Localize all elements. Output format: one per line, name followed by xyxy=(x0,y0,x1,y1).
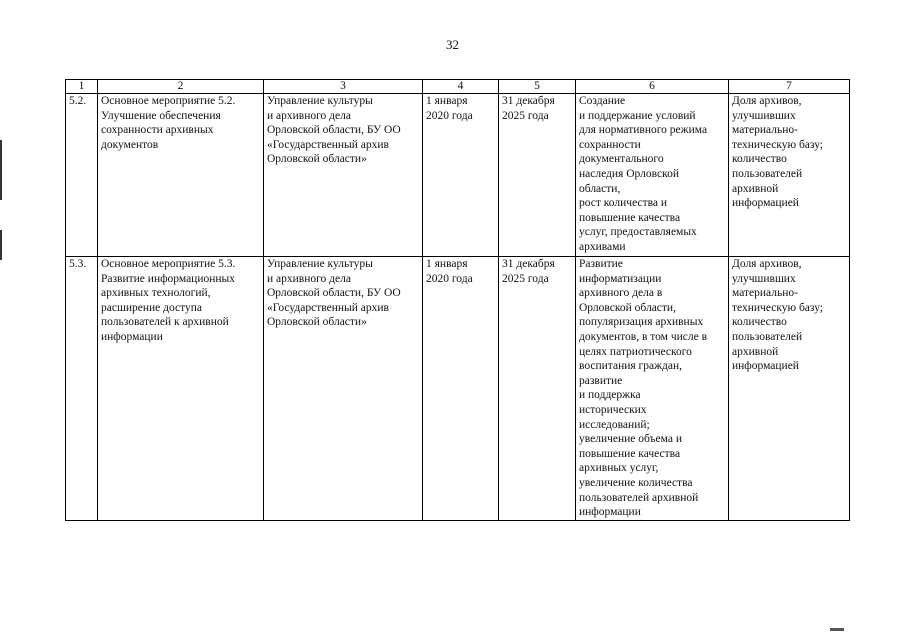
page-number: 32 xyxy=(446,37,459,52)
cell-text-line: расширение доступа xyxy=(101,301,202,314)
cell-text-line: целях патриотического xyxy=(579,345,692,358)
table-header-row xyxy=(66,80,850,94)
event-name-cell xyxy=(98,94,264,257)
cell-text-line: 31 декабря xyxy=(502,258,555,270)
cell-text-line: и поддержание условий xyxy=(579,109,696,122)
header-cell-6: 6 xyxy=(576,80,729,94)
cell-text-line: Орловской области, xyxy=(579,301,676,314)
event-name-cell xyxy=(98,257,264,521)
end-date-cell xyxy=(499,257,576,521)
cell-text-line: пользователей архивной xyxy=(579,491,699,504)
cell-text-line: документального xyxy=(579,153,664,166)
program-events-table xyxy=(65,79,850,521)
header-cell-2: 2 xyxy=(98,80,264,94)
cell-text-line: услуг, предоставляемых xyxy=(579,226,697,239)
cell-text-line: 2020 года xyxy=(426,109,473,122)
cell-text-line: архивной xyxy=(732,182,779,195)
cell-text-line: развитие xyxy=(579,374,623,387)
cell-text-line: архивного дела в xyxy=(579,287,663,300)
cell-text-line: Доля архивов, xyxy=(732,258,802,270)
header-cell-4: 4 xyxy=(423,80,499,94)
header-cell-7: 7 xyxy=(729,80,850,94)
cell-text-line: увеличение объема и xyxy=(579,433,682,446)
cell-text-line: пользователей xyxy=(732,167,803,180)
cell-text-line: повышение качества xyxy=(579,211,681,224)
cell-text-line: «Государственный архив xyxy=(267,138,389,151)
cell-text-line: 1 января xyxy=(426,258,468,270)
cell-text-line: 2025 года xyxy=(502,272,549,285)
expected-result-cell xyxy=(576,94,729,257)
cell-text-line: рост количества и xyxy=(579,197,668,210)
cell-text-line: информацией xyxy=(732,360,799,373)
scan-corner-mark xyxy=(830,628,844,631)
end-date-cell xyxy=(499,94,576,257)
cell-text-line: улучшивших xyxy=(732,272,796,285)
scan-margin-mark xyxy=(0,230,2,260)
cell-text-line: архивной xyxy=(732,345,779,358)
header-cell-3: 3 xyxy=(264,80,423,94)
cell-text-line: Орловской области, БУ ОО xyxy=(267,287,401,300)
cell-text-line: 1 января xyxy=(426,95,468,107)
cell-text-line: области, xyxy=(579,182,621,195)
cell-text-line: документов, в том числе в xyxy=(579,330,708,343)
cell-text-line: документов xyxy=(101,138,159,151)
cell-text-line: сохранности архивных xyxy=(101,124,214,137)
cell-text-line: «Государственный архив xyxy=(267,301,389,314)
row-number-cell: 5.3. xyxy=(66,257,98,521)
cell-text-line: для нормативного режима xyxy=(579,124,708,137)
indicators-cell xyxy=(729,94,850,257)
cell-text-line: улучшивших xyxy=(732,109,796,122)
cell-text-line: и архивного дела xyxy=(267,109,351,122)
table-row xyxy=(66,94,850,257)
cell-text-line: и поддержка xyxy=(579,389,641,402)
cell-text-line: Орловской области» xyxy=(267,316,367,329)
cell-text-line: информацией xyxy=(732,197,799,210)
row-number-cell: 5.2. xyxy=(66,94,98,257)
indicators-cell xyxy=(729,257,850,521)
cell-text-line: 2025 года xyxy=(502,109,549,122)
cell-text-line: пользователей xyxy=(732,330,803,343)
cell-text-line: повышение качества xyxy=(579,447,681,460)
cell-text-line: количество xyxy=(732,316,787,329)
cell-text-line: Развитие xyxy=(579,258,623,270)
table-row xyxy=(66,257,850,521)
cell-text-line: популяризация архивных xyxy=(579,316,704,329)
cell-text-line: 2020 года xyxy=(426,272,473,285)
cell-text-line: Управление культуры xyxy=(267,95,373,107)
cell-text-line: количество xyxy=(732,153,787,166)
cell-text-line: Основное мероприятие 5.2. xyxy=(101,95,236,107)
cell-text-line: Орловской области, БУ ОО xyxy=(267,124,401,137)
cell-text-line: материально- xyxy=(732,124,798,137)
cell-text-line: информации xyxy=(579,506,641,519)
cell-text-line: техническую базу; xyxy=(732,301,824,314)
executor-cell xyxy=(264,257,423,521)
cell-text-line: Орловской области» xyxy=(267,153,367,166)
cell-text-line: исследований; xyxy=(579,418,650,431)
start-date-cell xyxy=(423,94,499,257)
header-cell-1: 1 xyxy=(66,80,98,94)
cell-text-line: Улучшение обеспечения xyxy=(101,109,221,122)
cell-text-line: архивных технологий, xyxy=(101,287,211,300)
cell-text-line: сохранности xyxy=(579,138,641,151)
cell-text-line: материально- xyxy=(732,287,798,300)
cell-text-line: пользователей к архивной xyxy=(101,316,229,329)
scan-margin-mark xyxy=(0,140,2,200)
expected-result-cell xyxy=(576,257,729,521)
cell-text-line: увеличение количества xyxy=(579,476,693,489)
cell-text-line: информации xyxy=(101,330,163,343)
cell-text-line: исторических xyxy=(579,403,647,416)
cell-text-line: архивных услуг, xyxy=(579,462,659,475)
cell-text-line: информатизации xyxy=(579,272,662,285)
cell-text-line: архивами xyxy=(579,240,626,253)
cell-text-line: техническую базу; xyxy=(732,138,824,151)
cell-text-line: Развитие информационных xyxy=(101,272,236,285)
executor-cell xyxy=(264,94,423,257)
start-date-cell xyxy=(423,257,499,521)
cell-text-line: Управление культуры xyxy=(267,258,373,270)
cell-text-line: Доля архивов, xyxy=(732,95,802,107)
cell-text-line: воспитания граждан, xyxy=(579,360,683,373)
cell-text-line: Основное мероприятие 5.3. xyxy=(101,258,236,270)
cell-text-line: и архивного дела xyxy=(267,272,351,285)
cell-text-line: 31 декабря xyxy=(502,95,555,107)
cell-text-line: Создание xyxy=(579,95,626,107)
cell-text-line: наследия Орловской xyxy=(579,167,679,180)
header-cell-5: 5 xyxy=(499,80,576,94)
